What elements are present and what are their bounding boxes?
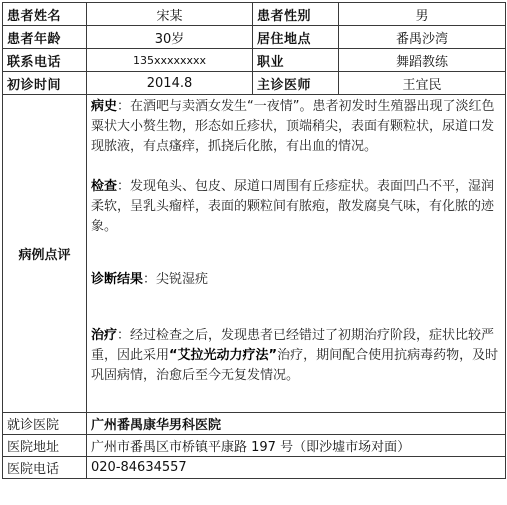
attending-doctor-label: 主诊医师 [253,72,339,95]
exam-heading: 检查 [91,179,118,194]
row-hospital-address [3,435,506,457]
case-review-label: 病例点评 [3,95,87,413]
patient-occupation: 舞蹈教练 [339,49,506,72]
treatment-text-2: 治疗，期间配合使用抗病毒药物，及时巩固病情，治愈后至今无复发情况。 [91,348,499,383]
attending-doctor: 王宜民 [339,72,506,95]
hospital-address-label: 医院地址 [3,435,87,457]
row-case-review [3,95,506,413]
patient-residence: 番禺沙湾 [339,26,506,49]
row-name-gender [3,3,506,26]
case-review-content [87,95,506,413]
hospital-phone-label: 医院电话 [3,457,87,479]
patient-name-label: 患者姓名 [3,3,87,26]
patient-occupation-label: 职业 [253,49,339,72]
diagnosis-text: ：尖锐湿疣 [143,272,209,287]
history-heading: 病史 [91,99,118,114]
patient-residence-label: 居住地点 [253,26,339,49]
exam-text: ：发现龟头、包皮、尿道口周围有丘疹症状。表面凹凸不平，湿润柔软，呈乳头瘤样，表面的颗粒间有脓疱，散发腐臭气味，有化脓的迹象。 [91,179,495,234]
row-visit-doctor [3,72,506,95]
visit-date: 2014.8 [87,72,253,95]
diagnosis-heading: 诊断结果 [91,272,144,287]
row-age-residence [3,26,506,49]
patient-phone-label: 联系电话 [3,49,87,72]
visit-date-label: 初诊时间 [3,72,87,95]
patient-gender-label: 患者性别 [253,3,339,26]
hospital-name-label: 就诊医院 [3,413,87,435]
hospital-address: 广州市番禺区市桥镇平康路 197 号（即沙墟市场对面） [87,435,506,457]
hospital-name: 广州番禺康华男科医院 [87,413,506,435]
treatment-method: “艾拉光动力疗法” [169,348,278,363]
treatment-heading: 治疗 [91,328,118,343]
history-paragraph [91,97,501,157]
patient-phone: 135xxxxxxxx [87,49,253,72]
treatment-paragraph [91,326,501,386]
hospital-phone: 020-84634557 [87,457,506,479]
patient-gender: 男 [339,3,506,26]
patient-age: 30岁 [87,26,253,49]
case-record-table [2,2,506,479]
patient-name: 宋某 [87,3,253,26]
patient-age-label: 患者年龄 [3,26,87,49]
diagnosis-paragraph [91,270,501,290]
row-hospital-phone [3,457,506,479]
row-phone-occupation [3,49,506,72]
history-text: ：在酒吧与卖酒女发生“一夜情”。患者初发时生殖器出现了淡红色粟状大小赘生物，形态如丘疹状，顶端稍尖，表面有颗粒状，尿道口发现脓液，有点瘙痒，抓挠后化脓，有出血的情况。 [91,99,495,154]
treatment-text-1: ：经过检查之后，发现患者已经错过了初期治疗阶段，症状比较严重，因此采用 [91,328,495,363]
row-hospital-name [3,413,506,435]
exam-paragraph [91,177,501,237]
